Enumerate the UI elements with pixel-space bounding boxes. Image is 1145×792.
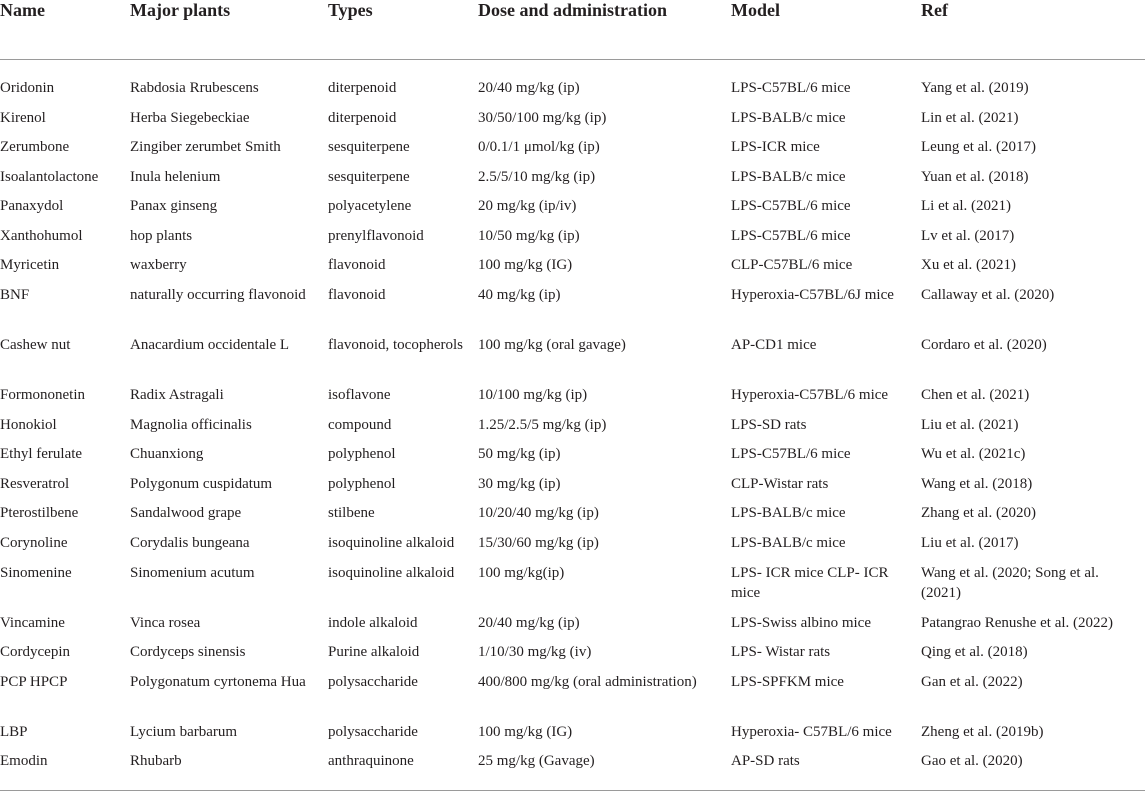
table-row xyxy=(0,533,1145,563)
cell-name: Honokiol xyxy=(0,416,57,433)
cell-model: AP-CD1 mice xyxy=(731,337,817,354)
cell-types: polyphenol xyxy=(328,446,396,463)
cell-major-plants: Herba Siegebeckiae xyxy=(130,109,250,126)
cell-major-plants: Radix Astragali xyxy=(130,387,224,404)
cell-name: Kirenol xyxy=(0,109,46,126)
cell-name: LBP xyxy=(0,723,28,740)
cell-name: Resveratrol xyxy=(0,475,70,492)
header-types: Types xyxy=(328,0,478,60)
cell-dose: 1.25/2.5/5 mg/kg (ip) xyxy=(478,416,607,433)
table-row xyxy=(0,642,1145,672)
cell-dose: 10/50 mg/kg (ip) xyxy=(478,227,580,244)
cell-ref: Wu et al. (2021c) xyxy=(921,446,1026,463)
cell-model: LPS-ICR mice xyxy=(731,139,820,156)
cell-types: anthraquinone xyxy=(328,753,414,770)
cell-major-plants: Anacardium occidentale L xyxy=(130,337,290,354)
cell-types: polysaccharide xyxy=(328,673,418,690)
table-row xyxy=(0,415,1145,445)
cell-name: Isoalantolactone xyxy=(0,168,99,185)
cell-model: LPS-C57BL/6 mice xyxy=(731,446,851,463)
cell-types: sesquiterpene xyxy=(328,168,410,185)
bottom-rule xyxy=(0,790,1145,791)
cell-model: LPS-BALB/c mice xyxy=(731,109,846,126)
cell-major-plants: Cordyceps sinensis xyxy=(130,644,246,661)
cell-ref: Wang et al. (2018) xyxy=(921,475,1033,492)
cell-types: prenylflavonoid xyxy=(328,227,424,244)
cell-name: Sinomenine xyxy=(0,564,72,581)
cell-major-plants: Polygonatum cyrtonema Hua xyxy=(130,673,306,690)
header-name: Name xyxy=(0,0,130,60)
cell-major-plants: hop plants xyxy=(130,227,193,244)
cell-dose: 50 mg/kg (ip) xyxy=(478,446,561,463)
cell-ref: Liu et al. (2021) xyxy=(921,416,1019,433)
table-row xyxy=(0,285,1145,335)
table-row xyxy=(0,196,1145,226)
cell-name: Zerumbone xyxy=(0,139,70,156)
cell-name: Cashew nut xyxy=(0,337,71,354)
cell-major-plants: Zingiber zerumbet Smith xyxy=(130,139,281,156)
table-row xyxy=(0,751,1145,781)
table-row xyxy=(0,613,1145,643)
table-row xyxy=(0,385,1145,415)
cell-name: Vincamine xyxy=(0,614,65,631)
table-row xyxy=(0,335,1145,385)
cell-name: BNF xyxy=(0,287,30,304)
cell-major-plants: Inula helenium xyxy=(130,168,221,185)
cell-model: LPS-C57BL/6 mice xyxy=(731,80,851,96)
cell-major-plants: naturally occurring flavonoid xyxy=(130,287,306,304)
cell-model: LPS-Swiss albino mice xyxy=(731,614,872,631)
cell-dose: 40 mg/kg (ip) xyxy=(478,287,561,304)
cell-dose: 20/40 mg/kg (ip) xyxy=(478,80,580,96)
cell-ref: Yang et al. (2019) xyxy=(921,80,1029,96)
table-row xyxy=(0,226,1145,256)
table-header xyxy=(0,0,1145,60)
cell-major-plants: waxberry xyxy=(130,257,187,274)
cell-types: isoquinoline alkaloid xyxy=(328,564,455,581)
cell-dose: 30/50/100 mg/kg (ip) xyxy=(478,109,607,126)
table-row xyxy=(0,137,1145,167)
cell-dose: 400/800 mg/kg (oral administration) xyxy=(478,673,697,690)
cell-model: Hyperoxia- C57BL/6 mice xyxy=(731,723,892,740)
table-body xyxy=(0,60,1145,782)
cell-model: CLP-Wistar rats xyxy=(731,475,829,492)
cell-major-plants: Chuanxiong xyxy=(130,446,204,463)
cell-model: LPS-BALB/c mice xyxy=(731,168,846,185)
cell-model: LPS-SD rats xyxy=(731,416,807,433)
cell-ref: Zhang et al. (2020) xyxy=(921,505,1036,522)
header-model: Model xyxy=(731,0,921,60)
cell-ref: Callaway et al. (2020) xyxy=(921,287,1055,304)
cell-ref: Yuan et al. (2018) xyxy=(921,168,1029,185)
cell-model: CLP-C57BL/6 mice xyxy=(731,257,853,274)
cell-major-plants: Lycium barbarum xyxy=(130,723,238,740)
cell-ref: Lv et al. (2017) xyxy=(921,227,1015,244)
cell-model: LPS-BALB/c mice xyxy=(731,505,846,522)
cell-major-plants: Vinca rosea xyxy=(130,614,201,631)
cell-dose: 10/20/40 mg/kg (ip) xyxy=(478,505,599,522)
cell-dose: 1/10/30 mg/kg (iv) xyxy=(478,644,592,661)
cell-model: AP-SD rats xyxy=(731,753,800,770)
table-row xyxy=(0,444,1145,474)
cell-ref: Li et al. (2021) xyxy=(921,198,1011,215)
cell-dose: 10/100 mg/kg (ip) xyxy=(478,387,588,404)
cell-types: sesquiterpene xyxy=(328,139,410,156)
cell-dose: 25 mg/kg (Gavage) xyxy=(478,753,595,770)
cell-model: LPS- ICR mice CLP- ICR mice xyxy=(731,564,889,601)
table-row xyxy=(0,167,1145,197)
cell-name: Emodin xyxy=(0,753,48,770)
cell-name: PCP HPCP xyxy=(0,673,68,690)
cell-model: LPS-BALB/c mice xyxy=(731,535,846,552)
cell-ref: Chen et al. (2021) xyxy=(921,387,1030,404)
cell-name: Oridonin xyxy=(0,80,55,96)
cell-types: diterpenoid xyxy=(328,109,397,126)
cell-name: Corynoline xyxy=(0,535,68,552)
cell-name: Panaxydol xyxy=(0,198,64,215)
cell-ref: Leung et al. (2017) xyxy=(921,139,1036,156)
cell-major-plants: Polygonum cuspidatum xyxy=(130,475,273,492)
cell-ref: Zheng et al. (2019b) xyxy=(921,723,1044,740)
cell-major-plants: Panax ginseng xyxy=(130,198,218,215)
cell-types: stilbene xyxy=(328,505,375,522)
cell-model: LPS-C57BL/6 mice xyxy=(731,198,851,215)
cell-ref: Lin et al. (2021) xyxy=(921,109,1019,126)
table-row xyxy=(0,563,1145,613)
cell-dose: 100 mg/kg (IG) xyxy=(478,723,573,740)
cell-ref: Cordaro et al. (2020) xyxy=(921,337,1047,354)
cell-model: Hyperoxia-C57BL/6 mice xyxy=(731,387,889,404)
cell-name: Myricetin xyxy=(0,257,60,274)
cell-dose: 100 mg/kg (oral gavage) xyxy=(478,337,626,354)
header-dose: Dose and administration xyxy=(478,0,731,60)
cell-types: indole alkaloid xyxy=(328,614,418,631)
cell-types: flavonoid xyxy=(328,287,386,304)
cell-types: polyacetylene xyxy=(328,198,412,215)
cell-types: polysaccharide xyxy=(328,723,418,740)
cell-major-plants: Rhubarb xyxy=(130,753,182,770)
cell-model: LPS- Wistar rats xyxy=(731,644,831,661)
cell-model: Hyperoxia-C57BL/6J mice xyxy=(731,287,894,304)
cell-ref: Xu et al. (2021) xyxy=(921,257,1016,274)
cell-major-plants: Corydalis bungeana xyxy=(130,535,250,552)
header-major-plants: Major plants xyxy=(130,0,328,60)
cell-types: polyphenol xyxy=(328,475,396,492)
cell-types: Purine alkaloid xyxy=(328,644,420,661)
table-row xyxy=(0,722,1145,752)
cell-dose: 2.5/5/10 mg/kg (ip) xyxy=(478,168,596,185)
table-row xyxy=(0,108,1145,138)
cell-ref: Wang et al. (2020; Song et al. (2021) xyxy=(921,564,1099,601)
header-ref: Ref xyxy=(921,0,1145,60)
cell-name: Xanthohumol xyxy=(0,227,83,244)
cell-dose: 100 mg/kg(ip) xyxy=(478,564,565,581)
cell-dose: 15/30/60 mg/kg (ip) xyxy=(478,535,599,552)
table-row xyxy=(0,474,1145,504)
cell-name: Ethyl ferulate xyxy=(0,446,83,463)
cell-types: isoflavone xyxy=(328,387,391,404)
cell-dose: 30 mg/kg (ip) xyxy=(478,475,561,492)
cell-major-plants: Sandalwood grape xyxy=(130,505,242,522)
cell-major-plants: Rabdosia Rrubescens xyxy=(130,80,259,96)
cell-dose: 20/40 mg/kg (ip) xyxy=(478,614,580,631)
cell-types: compound xyxy=(328,416,392,433)
cell-types: flavonoid, tocopherols xyxy=(328,337,463,354)
cell-ref: Liu et al. (2017) xyxy=(921,535,1019,552)
cell-name: Cordycepin xyxy=(0,644,70,661)
cell-dose: 20 mg/kg (ip/iv) xyxy=(478,198,577,215)
cell-ref: Qing et al. (2018) xyxy=(921,644,1028,661)
cell-types: isoquinoline alkaloid xyxy=(328,535,455,552)
cell-types: diterpenoid xyxy=(328,80,397,96)
header-row xyxy=(0,0,1145,60)
table-row xyxy=(0,255,1145,285)
table-row xyxy=(0,60,1145,108)
cell-name: Pterostilbene xyxy=(0,505,79,522)
table-row xyxy=(0,503,1145,533)
cell-major-plants: Magnolia officinalis xyxy=(130,416,252,433)
cell-model: LPS-C57BL/6 mice xyxy=(731,227,851,244)
cell-ref: Gan et al. (2022) xyxy=(921,673,1023,690)
cell-model: LPS-SPFKM mice xyxy=(731,673,844,690)
cell-name: Formononetin xyxy=(0,387,85,404)
cell-dose: 100 mg/kg (IG) xyxy=(478,257,573,274)
cell-dose: 0/0.1/1 μmol/kg (ip) xyxy=(478,139,600,156)
cell-types: flavonoid xyxy=(328,257,386,274)
cell-ref: Gao et al. (2020) xyxy=(921,753,1023,770)
cell-ref: Patangrao Renushe et al. (2022) xyxy=(921,614,1114,631)
cell-major-plants: Sinomenium acutum xyxy=(130,564,255,581)
table-row xyxy=(0,672,1145,722)
